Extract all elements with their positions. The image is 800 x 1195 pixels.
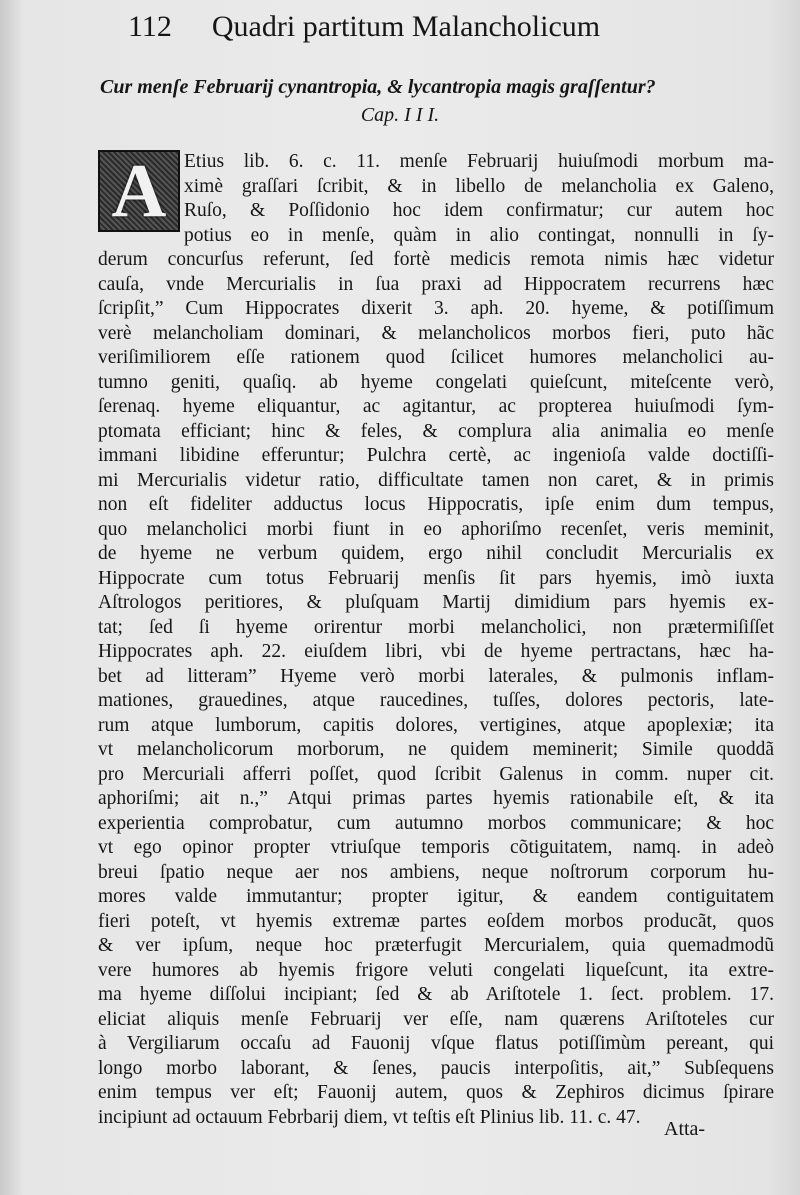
text-line: tat; ſed ſi hyeme orirentur morbi melancholici, non prætermiſiſſet [98, 616, 774, 638]
text-line: veriſimiliorem eſſe rationem quod ſcilicet humores melancholici au- [98, 347, 774, 368]
text-line: ſerenaq. hyeme eliquantur, ac agitantur, ac propterea huiuſmodi ſym- [98, 396, 774, 417]
running-head [128, 10, 768, 50]
text-line: mi Mercurialis videtur ratio, difficultate tamen non caret, & in primis [98, 469, 774, 491]
running-title: Quadri partitum Malancholicum [211, 10, 601, 43]
text-line: Ruſo, & Poſſidonio hoc idem confirmatur; cur autem hoc [184, 200, 774, 221]
catchword: Atta- [664, 1118, 706, 1140]
text-line: mores valde immutantur; propter igitur, & eandem contiguitatem [98, 886, 774, 907]
text-line: vere humores ab hyemis frigore veluti congelati liqueſcunt, ita extre- [98, 959, 774, 981]
initial-letter: A [111, 149, 167, 233]
text-line: de hyeme ne verbum quidem, ergo nihil concludit Mercurialis ex [98, 543, 774, 564]
text-line: tumno geniti, quaſiq. ab hyeme congelati quieſcunt, miteſcente verò, [98, 371, 774, 393]
chapter-title: Cur menſe Februarij cynantropia, & lycantropia magis graſſentur? [100, 76, 656, 98]
text-line: vt ego opinor propter vtriuſque temporis cõtiguitatem, namq. in adeò [98, 837, 774, 858]
text-line: ximè graſſari ſcribit, & in libello de melancholia ex Galeno, [184, 175, 774, 197]
text-line: mationes, grauedines, atque raucedines, tuſſes, dolores pectoris, late- [98, 690, 774, 711]
text-line: bet ad litteram” Hyeme verò morbi laterales, & pulmonis inflam- [98, 665, 774, 687]
text-line: ma hyeme diſſolui incipiant; ſed & ab Ariſtotele 1. ſect. problem. 17. [98, 984, 774, 1005]
body-text [98, 150, 774, 1130]
text-line: Hippocrates aph. 22. eiuſdem libri, vbi de hyeme pertractans, hæc ha- [98, 641, 774, 662]
chapter-number: Cap. I I I. [360, 104, 440, 126]
text-line: Aſtrologos peritiores, & pluſquam Martij dimidium pars hyemis ex- [98, 592, 774, 613]
text-line: longo morbo laborant, & ſenes, paucis interpoſitis, ait,” Subſequens [98, 1057, 774, 1079]
text-line: cauſa, vnde Mercurialis in ſua praxi ad Hippocratem recurrens hæc [98, 273, 774, 295]
text-line: à Vergiliarum occaſu ad Fauonij vſque flatus potiſſimùm pereant, qui [98, 1033, 774, 1054]
text-line: aphoriſmi; ait n.,” Atqui primas partes hyemis rationabile eſt, & ita [98, 788, 774, 809]
text-line: verè melancholiam dominari, & melancholicos morbos fieri, puto hãc [98, 322, 774, 344]
text-line: Hippocrate cum totus Februarij menſis ſit pars hyemis, imò iuxta [98, 567, 774, 589]
text-line: non eſt fideliter adductus locus Hippocratis, ipſe enim dum tempus, [98, 494, 774, 515]
text-line: pro Mercuriali afferri poſſet, quod ſcribit Galenus in comm. nuper cit. [98, 763, 774, 785]
text-line: & ver ipſum, neque hoc præterfugit Mercurialem, quia quemadmodũ [98, 935, 774, 956]
text-line: fieri poteſt, vt hyemis extremæ partes eoſdem morbos producãt, quos [98, 910, 774, 932]
text-line: derum concurſus referunt, ſed fortè medicis remota nimis hæc videtur [98, 249, 774, 270]
text-line: rum atque lumborum, capitis dolores, vertigines, atque apoplexiæ; ita [98, 714, 774, 736]
text-line: experientia comprobatur, cum autumno morbos communicare; & hoc [98, 812, 774, 834]
text-line: Etius lib. 6. c. 11. menſe Februarij huiuſmodi morbum ma- [184, 151, 774, 172]
page-number: 112 [128, 10, 172, 43]
text-line: enim tempus ver eſt; Fauonij autem, quos & Zephiros dicimus ſpirare [98, 1082, 774, 1103]
text-line: ſcripſit,” Cum Hippocrates dixerit 3. aph. 20. hyeme, & potiſſimum [98, 298, 774, 319]
text-line: potius eo in menſe, quàm in alio contingat, nonnulli in ſy- [184, 224, 774, 246]
text-line: immani libidine efferuntur; Pulchra certè, ac ingenioſa valde doctiſſi- [98, 445, 774, 466]
text-line: eliciat aliquis menſe Februarij ver eſſe, nam quærens Ariſtoteles cur [98, 1008, 774, 1030]
text-line: incipiunt ad octauum Febrbarij diem, vt teſtis eſt Plinius lib. 11. c. 47. [98, 1106, 641, 1128]
text-line: breui ſpatio neque aer nos ambiens, neque noſtrorum corporum hu- [98, 861, 774, 883]
text-line: ptomata efficiant; hinc & feles, & complura alia animalia eo menſe [98, 420, 774, 442]
text-line: quo melancholici morbi fiunt in eo aphoriſmo recenſet, veris meminit, [98, 518, 774, 540]
decorated-initial-letter [98, 150, 180, 232]
text-line: vt melancholicorum morborum, ne quidem meminerit; Simile quoddã [98, 739, 774, 760]
